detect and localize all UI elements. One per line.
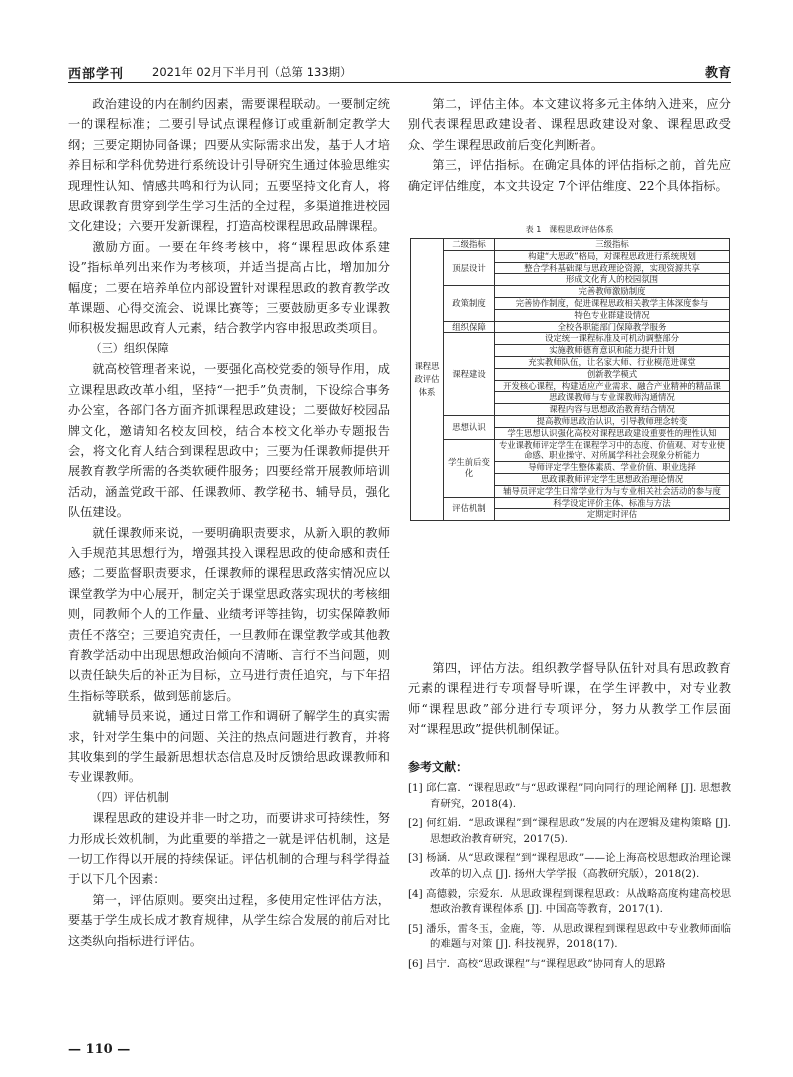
table-level3-cell: 设定统一课程标准及可机动调整部分 [495, 333, 730, 345]
journal-name: 西部学刊 [68, 67, 125, 82]
table-level3-cell: 特色专业群建设情况 [495, 309, 730, 321]
table-level3-cell: 开发核心课程，构建适应产业需求、融合产业精神的精品课 [495, 380, 730, 392]
issue-info: 2021年 02月下半月刊（总第 133期） [152, 65, 352, 79]
table-level3-cell: 科学设定评价主体、标准与方法 [495, 497, 730, 509]
table-row [411, 439, 730, 462]
table-level3-cell: 完善协作制度，促进课程思政相关教学主体深度参与 [495, 297, 730, 309]
left-column [68, 94, 390, 951]
reference-item: [4] 高德毅，宗爱东．从思政课程到课程思政：从战略高度构建高校思想政治教育课程体系 [J]. 中国高等教育，2017(1). [408, 887, 731, 916]
section-label: 教育 [704, 66, 731, 81]
references [408, 758, 731, 977]
section-heading: （三）组织保障 [90, 341, 169, 355]
table-level3-cell: 整合学科基础课与思政理论资源，实现资源共享 [495, 262, 730, 274]
references-title: 参考文献： [408, 760, 469, 774]
table-level3-cell: 充实教师队伍，让名家大师、行业模范进课堂 [495, 356, 730, 368]
section-heading: （四）评估机制 [90, 790, 169, 804]
table-level3-cell: 定期定时评估 [495, 509, 730, 521]
table-level3-cell: 创新教学模式 [495, 368, 730, 380]
table-level3-cell: 导师评定学生整体素质、学业价值、职业选择 [495, 462, 730, 474]
running-header [68, 60, 731, 82]
table-level2-cell: 评估机制 [444, 497, 495, 521]
header-rule [68, 82, 731, 83]
paragraph: 第四，评估方法。组织教学督导队伍针对具有思政教育元素的课程进行专项督导听课，在学生评教中，对专业教师“课程思政”部分进行专项评分，努力从教学工作层面对“课程思政”提供机制保证。 [408, 661, 731, 737]
paragraph: 就辅导员来说，通过日常工作和调研了解学生的真实需求，针对学生集中的问题、关注的热点问题进行教育，并将其收集到的学生最新思想状态信息及时反馈给思政课教师和专业课教师。 [68, 709, 390, 785]
table-level2-cell: 政策制度 [444, 286, 495, 321]
paragraph: 政治建设的内在制约因素，需要课程联动。一要制定统一的课程标准；二要引导试点课程修订或重新制定教学大纲；三要定期协同备课；四要从实际需求出发，基于人才培养目标和学科优势进行系统设计引导研究生通过体验思维实现理性认知、情感共鸣和行为认同；五要坚持文化育人，将思政课教育贯穿到学生学习生活的全过程，多渠道推进校园文化建设；六要开发新课程，打造高校课程思政品牌课程。 [68, 97, 390, 234]
page-number: — 110 — [68, 1042, 131, 1057]
reference-item: [6] 吕宁．高校“思政课程”与“课程思政”协同育人的思路 [408, 957, 666, 970]
table-header-level3: 三级指标 [495, 239, 730, 251]
table-level3-cell: 构建“大思政”格局，对课程思政进行系统规划 [495, 250, 730, 262]
reference-item: [5] 潘乐，雷冬玉，金鹿，等．从思政课程到课程思政中专业教师面临的难题与对策 [J]. 科技视界，2018(17). [408, 922, 731, 951]
table-level3-cell: 思政课教师评定学生思想政治理论情况 [495, 473, 730, 485]
table-row [411, 286, 730, 298]
paragraph: 第三，评估指标。在确定具体的评估指标之前，首先应确定评估维度，本文共设定 7个评估维度、22个具体指标。 [408, 158, 731, 193]
table-row [411, 321, 730, 333]
table-level3-cell: 实施教师德育意识和能力提升计划 [495, 345, 730, 357]
table-level3-cell: 辅导员评定学生日常学业行为与专业相关社会活动的参与度 [495, 485, 730, 497]
reference-list [408, 781, 731, 973]
evaluation-table [410, 238, 730, 521]
table-row [411, 497, 730, 509]
right-column-top [408, 94, 731, 196]
table-level2-cell: 顶层设计 [444, 250, 495, 285]
paragraph: 第二，评估主体。本文建议将多元主体纳入进来，应分别代表课程思政建设者、课程思政建设对象、课程思政受众、学生课程思政前后变化判断者。 [408, 97, 731, 152]
table-level2-cell: 思想认识 [444, 415, 495, 439]
table-level3-cell: 思政课教师与专业课教师沟通情况 [495, 392, 730, 404]
table-title: 表 1 课程思政评估体系 [525, 225, 614, 234]
table-level3-cell: 学生思想认识强化高校对课程思政建设重要性的理性认知 [495, 427, 730, 439]
table-first-level: 课程思政评估体系 [411, 239, 444, 521]
table-header-level2: 二级指标 [444, 239, 495, 251]
paragraph: 就任课教师来说，一要明确职责要求，从新入职的教师入手规范其思想行为，增强其投入课程思政的使命感和责任感；二要监督职责要求，任课教师的课程思政落实情况应以课堂教学为中心展开，制定关于课堂思政落实现状的考核细则，同教师个人的工作量、业绩考评等挂钩，切实保障教师责任不落空；三要追究责任，一旦教师在课堂教学或其他教育教学活动中出现思想政治倾向不清晰、言行不当问题，则以责任缺失后的补正为目标，立马进行责任追究，与下年招生指标等联系，做到惩前毖后。 [68, 525, 390, 703]
table-level3-cell: 课程内容与思想政治教育结合情况 [495, 404, 730, 416]
paragraph: 就高校管理者来说，一要强化高校党委的领导作用，成立课程思政改革小组，坚持“一把手”负责制，下设综合事务办公室，各部门各方面齐抓课程思政建设；二要做好校园品牌文化，邀请知名校友回校，结合本校文化举办专题报告会，将文化育人结合到课程思政中；三要为任课教师提供开展教育教学所需的各类软硬件服务；四要经常开展教师培训活动，涵盖党政干部、任课教师、教学秘书、辅导员，强化队伍建设。 [68, 362, 390, 520]
paragraph: 第一，评估原则。要突出过程，多使用定性评估方法，要基于学生成长成才教育规律，从学生综合发展的前后对比这类纵向指标进行评估。 [68, 892, 390, 948]
table-row [411, 250, 730, 262]
table-level2-cell: 课程建设 [444, 333, 495, 416]
table-level3-cell: 专业课教师评定学生在课程学习中的态度、价值观、对专业使命感、职业操守、对所属学科社会现象分析能力 [495, 439, 730, 462]
paragraph: 课程思政的建设并非一时之功，而要讲求可持续性，努力形成长效机制，为此重要的举措之一就是评估机制，这是一切工作得以开展的持续保证。评估机制的合理与科学得益于以下几个因素： [68, 811, 390, 887]
table-row [411, 415, 730, 427]
reference-item: [1] 邱仁富．“课程思政”与“思政课程”同向同行的理论阐释 [J]. 思想教育研究，2018(4). [408, 782, 731, 810]
table-row [411, 333, 730, 345]
reference-item: [2] 何红娟．“思政课程”到“课程思政”发展的内在逻辑及建构策略 [J]. 思想政治教育研究，2017(5). [408, 817, 731, 845]
right-column-bottom [408, 658, 731, 740]
table-level3-cell: 提高教师思政治认识，引导教师理念转变 [495, 415, 730, 427]
table-level3-cell: 全校各职能部门保障教学服务 [495, 321, 730, 333]
table-level2-cell: 组织保障 [444, 321, 495, 333]
table-level3-cell: 形成文化育人的校园氛围 [495, 274, 730, 286]
paragraph: 激励方面。一要在年终考核中，将“课程思政体系建设”指标单列出来作为考核项，并适当提高占比，增加加分幅度；二要在培养单位内部设置针对课程思政的教育教学改革课题、心得交流会、说课比赛等；三要鼓励更多专业课教师积极发掘思政育人元素，结合教学内容申报思政类项目。 [68, 239, 390, 336]
reference-item: [3] 杨涵．从“思政课程”到“课程思政”——论上海高校思想政治理论课改革的切入点 [J]. 扬州大学学报（高教研究版），2018(2). [408, 852, 731, 880]
table-level3-cell: 完善教师激励制度 [495, 286, 730, 298]
table-level2-cell: 学生前后变化 [444, 439, 495, 497]
